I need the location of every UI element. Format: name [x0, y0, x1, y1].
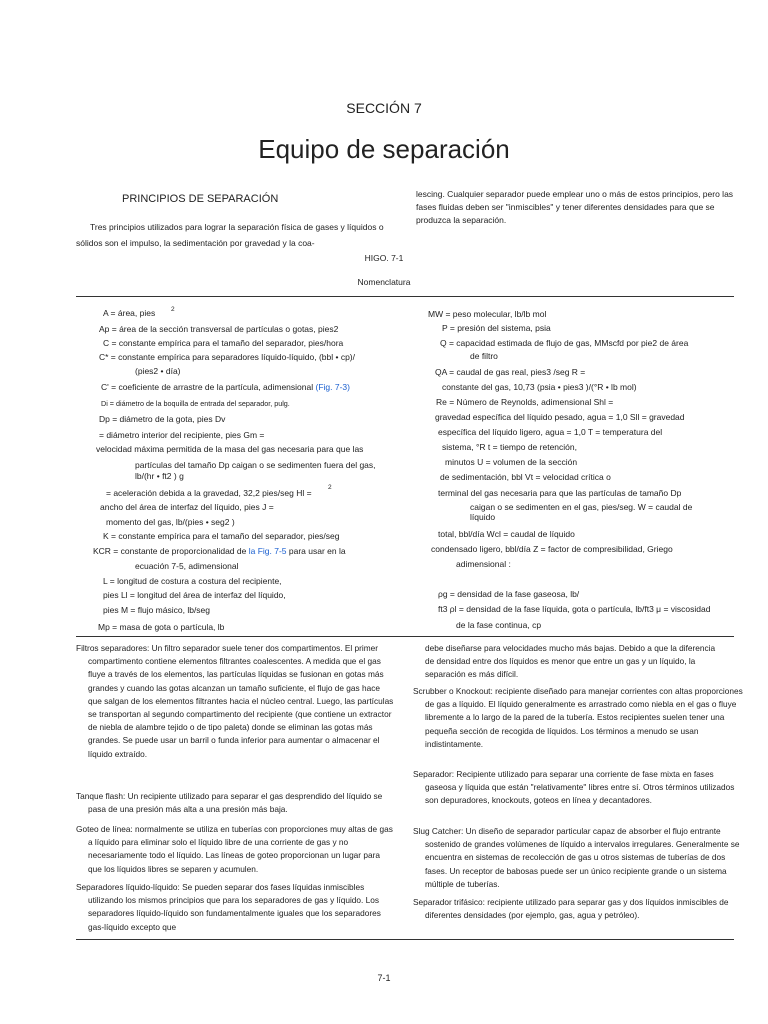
nomenclature-left-item: velocidad máxima permitida de la masa del gas necesaria para que las	[96, 444, 364, 454]
definition-separador: Separador: Recipiente utilizado para separar una corriente de fase mixta en fases gaseosa y líquida que están "relativamente" libres entre sí. Otros términos utilizados son depuradores, knockouts, goteos en línea y decantadores.	[413, 769, 735, 806]
nomenclature-right-item: terminal del gas necesaria para que las partículas de tamaño Dp	[438, 488, 682, 498]
nomenclature-left-item: = diámetro interior del recipiente, pies Gm =	[99, 430, 265, 440]
nomenclature-left-item: = aceleración debida a la gravedad, 32,2 pies/seg Hl =	[106, 488, 312, 498]
figure-label: HIGO. 7-1	[364, 253, 404, 263]
definition-separador-trifasico: Separador trifásico: recipiente utilizado para separar gas y dos líquidos inmiscibles de diferentes densidades (por ejemplo, gas, agua y petróleo).	[413, 897, 729, 921]
nomenclature-right-item: Q = capacidad estimada de flujo de gas, MMscfd por pie2 de área	[440, 338, 689, 348]
nomenclature-left-item: C* = constante empírica para separadores líquido-líquido, (bbl • cp)/	[99, 352, 355, 362]
definition-separadores-liquido-liquido: Separadores líquido-líquido: Se pueden separar dos fases líquidas inmiscibles utilizando los mismos principios que para los separadores de gas y líquido. Los separadores líquido-líquido son fundamentalmente iguales que los separadores gas-líquido excepto que	[76, 882, 381, 932]
figure-link[interactable]: la Fig. 7-5	[248, 546, 287, 556]
nomenclature-right-item: minutos U = volumen de la sección	[445, 457, 578, 467]
nomenclature-left-item: KCR = constante de proporcionalidad de la Fig. 7-5 para usar en la	[93, 546, 346, 556]
nomenclature-right-item: ρg = densidad de la fase gaseosa, lb/	[438, 589, 580, 599]
continuation-text: debe diseñarse para velocidades mucho más bajas. Debido a que la diferencia de densidad entre dos líquidos es menor que entre un gas y un líquido, la separación es más difícil.	[425, 643, 716, 680]
nomenclature-right-item: condensado ligero, bbl/día Z = factor de compresibilidad, Griego	[431, 544, 673, 554]
principles-heading: PRINCIPIOS DE SEPARACIÓN	[122, 193, 279, 205]
principles-intro: Tres principios utilizados para lograr la separación física de gases y líquidos o sólidos son el impulso, la sedimentación por gravedad y la coa-	[76, 222, 384, 248]
nomenclature-left-item: partículas del tamaño Dp caigan o se sedimenten fuera del gas,	[135, 460, 376, 470]
principles-continuation: lescing. Cualquier separador puede emplear uno o más de estos principios, pero las fases fluidas deben ser "inmiscibles" y tener diferentes densidades para que se produzca la separación.	[416, 189, 734, 225]
nomenclature-left-item: pies M = flujo másico, lb/seg	[103, 605, 211, 615]
nomenclature-right-item: QA = caudal de gas real, pies3 /seg R =	[435, 367, 586, 377]
nomenclature-right-item: de filtro	[470, 351, 498, 361]
superscript: 2	[171, 306, 175, 313]
nomenclature-left-item: A = área, pies	[103, 308, 156, 318]
definition-goteo-de-linea: Goteo de línea: normalmente se utiliza en tuberías con proporciones muy altas de gas a líquido para eliminar solo el líquido libre de una corriente de gas y no necesariamente todo el líquido. Las líneas de goteo proporcionan un lugar para que los líquidos libres se separen y acumulen.	[76, 824, 393, 874]
nomenclature-right-item: P = presión del sistema, psia	[442, 323, 551, 333]
nomenclature-left-item: C = constante empírica para el tamaño del separador, pies/hora	[103, 338, 344, 348]
page-number: 7-1	[377, 973, 391, 983]
nomenclature-right-item: de la fase continua, cp	[456, 620, 542, 630]
nomenclature-right-item: líquido	[470, 512, 496, 522]
nomenclature-left-item: momento del gas, lb/(pies • seg2 )	[106, 517, 235, 527]
nomenclature-right-item: de sedimentación, bbl Vt = velocidad crítica o	[440, 472, 611, 482]
definition-scrubber: Scrubber o Knockout: recipiente diseñado para manejar corrientes con altas proporciones de gas a líquido. El líquido generalmente es arrastrado como niebla en el gas o fluye libremente a lo largo de la pared de la tubería. Estos recipientes suelen tener una pequeña sección de recogida de líquidos. Los términos a menudo se usan indistintamente.	[413, 686, 743, 749]
nomenclature-left-item: ancho del área de interfaz del líquido, pies J =	[100, 502, 274, 512]
nomenclature-right-item: gravedad específica del líquido pesado, agua = 1,0 Sll = gravedad	[435, 412, 685, 422]
nomenclature-left-item: Dp = diámetro de la gota, pies Dv	[99, 414, 226, 424]
definition-filtros-separadores: Filtros separadores: Un filtro separador suele tener dos compartimentos. El primer compartimento contiene elementos filtrantes coalescentes. A medida que el gas fluye a través de los elementos, las partículas líquidas se fusionan en gotas más grandes y cuando las gotas alcanzan un tamaño suficiente, el flujo de gas hace que salgan de los elementos filtrantes hacia el núcleo central. Luego, las partículas se transportan al segundo compartimento del recipiente (que contiene un extractor de niebla de alambre tejido o de tipo paleta) donde se eliminan las gotas más grandes. Se puede usar un barril o funda inferior para aumentar o almacenar el líquido extraído.	[76, 643, 394, 759]
nomenclature-left-item: Mp = masa de gota o partícula, lb	[98, 622, 225, 632]
nomenclature-left-item: C' = coeficiente de arrastre de la partícula, adimensional (Fig. 7-3)	[101, 382, 350, 392]
definition-continuation	[413, 642, 723, 682]
nomenclature-top-rule	[76, 296, 734, 297]
nomenclature-right-item: sistema, °R t = tiempo de retención,	[442, 442, 577, 452]
nomenclature-left-item: Ap = área de la sección transversal de partículas o gotas, pies2	[99, 324, 339, 334]
nomenclature-right-item: específica del líquido ligero, agua = 1,0 T = temperatura del	[438, 427, 663, 437]
nomenclature-left-item: L = longitud de costura a costura del recipiente,	[103, 576, 282, 586]
nomenclature-left-item: (pies2 • día)	[135, 366, 181, 376]
nomenclature-left-item: ecuación 7-5, adimensional	[135, 561, 239, 571]
definition-tanque-flash: Tanque flash: Un recipiente utilizado para separar el gas desprendido del líquido se pasa de una presión más alta a una presión más baja.	[76, 791, 383, 815]
nomenclature-right-item: MW = peso molecular, lb/lb mol	[428, 309, 547, 319]
nomenclature-left-item: pies Ll = longitud del área de interfaz del líquido,	[103, 590, 286, 600]
page-bottom-rule	[76, 939, 734, 940]
superscript: 2	[328, 484, 332, 491]
nomenclature-right-item: ft3 ρl = densidad de la fase líquida, gota o partícula, lb/ft3 μ = viscosidad	[438, 604, 711, 614]
nomenclature-right-item: adimensional :	[456, 559, 511, 569]
nomenclature-bottom-rule	[76, 636, 734, 637]
figure-link[interactable]: (Fig. 7-3)	[315, 382, 350, 392]
nomenclature-left-item: lb/(hr • ft2 ) g	[135, 471, 184, 481]
page-title: Equipo de separación	[258, 134, 510, 164]
nomenclature-right-item: total, bbl/día Wcl = caudal de líquido	[438, 529, 575, 539]
nomenclature-right-item: constante del gas, 10,73 (psia • pies3 )/(°R • lb mol)	[442, 382, 637, 392]
section-label: SECCIÓN 7	[346, 100, 422, 116]
nomenclature-right-item: Re = Número de Reynolds, adimensional Shl =	[436, 397, 614, 407]
figure-caption: Nomenclatura	[357, 277, 411, 287]
nomenclature-left-item: Di = diámetro de la boquilla de entrada del separador, pulg.	[101, 399, 290, 408]
nomenclature-right-item: caigan o se sedimenten en el gas, pies/seg. W = caudal de	[470, 502, 693, 512]
nomenclature-left-item: K = constante empírica para el tamaño del separador, pies/seg	[103, 531, 340, 541]
definition-slug-catcher: Slug Catcher: Un diseño de separador particular capaz de absorber el flujo entrante sostenido de grandes volúmenes de líquido a intervalos irregulares. Generalmente se encuentra en sistemas de recolección de gas u otros sistemas de tuberías de dos fases. Un receptor de babosas puede ser un único recipiente grande o un sistema múltiple de tuberías.	[413, 826, 740, 889]
